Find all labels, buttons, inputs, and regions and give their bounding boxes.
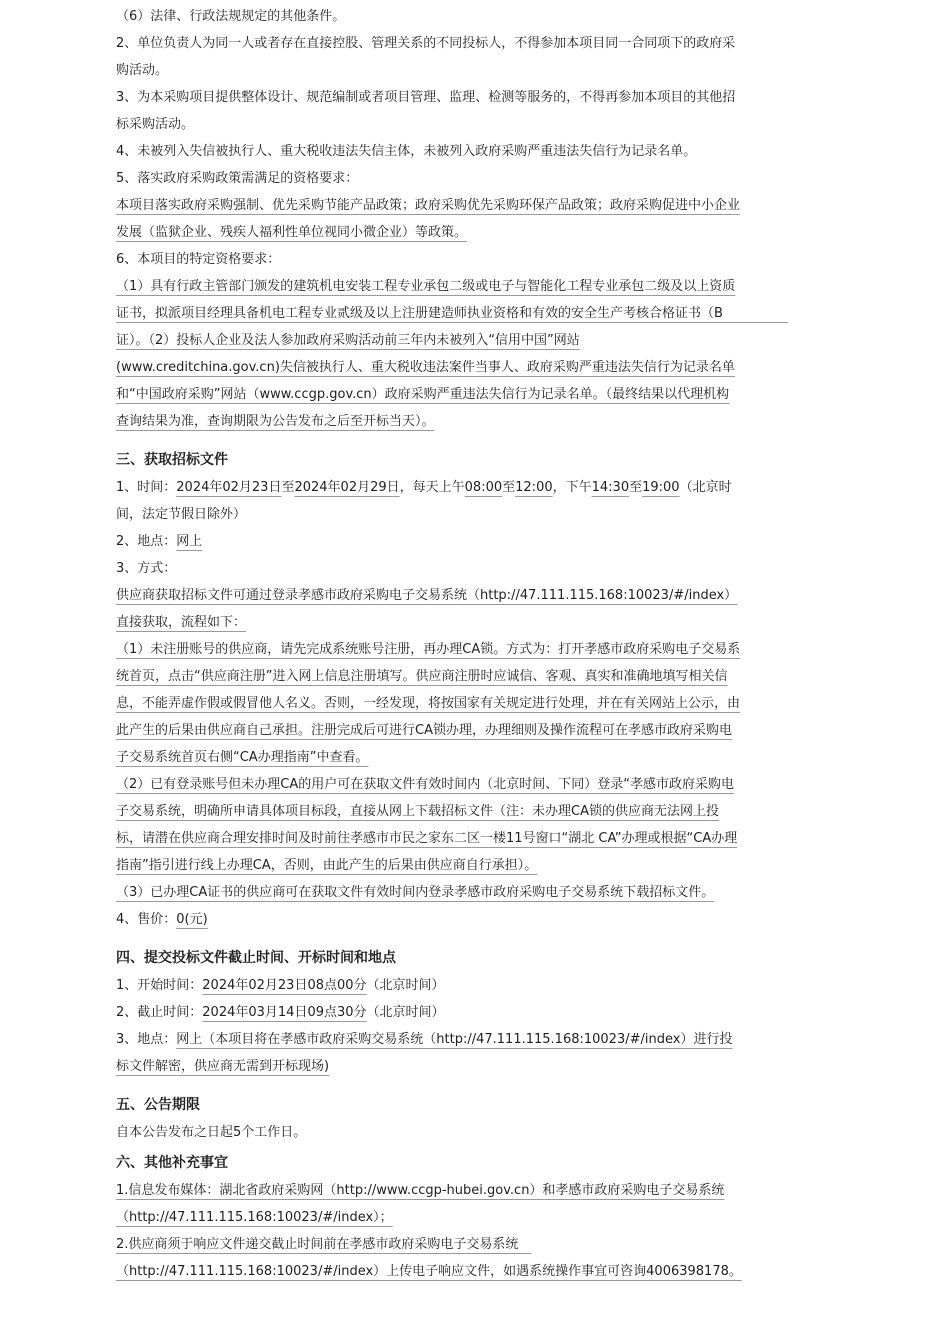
section-3-heading: 三、获取招标文件 xyxy=(116,452,228,468)
method-step-3: （3）已办理CA证书的供应商可在获取文件有效时间内登录孝感市政府采购电子交易系统下载招标文件。 xyxy=(116,885,715,900)
deadline-value: 2024年03月14日09点30分 xyxy=(202,1005,367,1020)
specific-requirement-label: 6、本项目的特定资格要求： xyxy=(116,252,281,267)
law-condition: （6）法律、行政法规规定的其他条件。 xyxy=(116,9,346,24)
method-step-2: （2）已有登录账号但未办理CA的用户可在获取文件有效时间内（北京时间、下同）登录“孝感市政府采购电子交易系统，明确所申请具体项目标段，直接从网上下载招标文件（注：未办理CA锁的供应商无法网上投标，请潜在供应商合理安排时间及时前往孝感市市民之家东二区一楼11号窗口“湖北 CA”办理或根据“CA办理指南”指引进行线上办理CA，否则，由此产生的后果由供应商自行承担）。 xyxy=(116,777,738,873)
design-service-exclusion-rule: 3、为本采购项目提供整体设计、规范编制或者项目管理、监理、检测等服务的，不得再参加本项目的其他招标采购活动。 xyxy=(116,90,736,132)
place-value: 网上 xyxy=(176,534,203,549)
credit-record-rule: 4、未被列入失信被执行人、重大税收违法失信主体，未被列入政府采购严重违法失信行为记录名单。 xyxy=(116,144,697,159)
announcement-body xyxy=(116,3,788,1285)
am-start: 08:00 xyxy=(464,480,503,495)
policy-requirement-label: 5、落实政府采购政策需满足的资格要求： xyxy=(116,171,359,186)
am-end: 12:00 xyxy=(515,480,553,495)
supplement-item-2: 2.供应商须于响应文件递交截止时间前在孝感市政府采购电子交易系统 （http://47.111.115.168:10023/#/index）上传电子响应文件，如遇系统操作事宜可咨询4006398178。 xyxy=(116,1237,742,1279)
method-step-1: （1）未注册账号的供应商，请先完成系统账号注册，再办理CA锁。方式为：打开孝感市政府采购电子交易系统首页，点击“供应商注册”进入网上信息注册填写。供应商注册时应诚信、客观、真实和准确地填写相关信息，不能弄虚作假或假冒他人名义。否则，一经发现，将按国家有关规定进行处理，并在有关网站上公示，由此产生的后果由供应商自己承担。注册完成后可进行CA锁办理，办理细则及操作流程可在孝感市政府采购电子交易系统首页右侧“CA办理指南”中查看。 xyxy=(116,642,741,765)
pm-end: 19:00 xyxy=(642,480,680,495)
start-label: 1、开始时间： xyxy=(116,978,203,993)
document-price xyxy=(116,906,742,933)
price-value: 0(元) xyxy=(176,912,208,927)
section-4-heading: 四、提交投标文件截止时间、开标时间和地点 xyxy=(116,950,396,966)
section-6-heading: 六、其他补充事宜 xyxy=(116,1155,228,1171)
start-value: 2024年02月23日08点00分 xyxy=(202,978,367,993)
price-label: 4、售价： xyxy=(116,912,177,927)
submission-start-time xyxy=(116,972,742,999)
pm-start: 14:30 xyxy=(591,480,630,495)
deadline-label: 2、截止时间： xyxy=(116,1005,203,1020)
time-to-2: 至 xyxy=(502,480,516,495)
time-to-3: 至 xyxy=(629,480,643,495)
document-acquisition-place xyxy=(116,528,742,555)
same-responsible-person-rule: 2、单位负责人为同一人或者存在直接控股、管理关系的不同投标人，不得参加本项目同一合同项下的政府采购活动。 xyxy=(116,36,736,78)
pm-label: ，下午 xyxy=(552,480,592,495)
specific-requirement-value: （1）具有行政主管部门颁发的建筑机电安装工程专业承包二级或电子与智能化工程专业承包二级及以上资质证书，拟派项目经理具备机电工程专业贰级及以上注册建造师执业资格和有效的安全生产考核合格证书（B 证）。（2）投标人企业及法人参加政府采购活动前三年内未被列入“信用中国”网站(www.creditchina.gov.cn)失信被执行人、重大税收违法案件当事人、政府采购严重违法失信行为记录名单和“中国政府采购”网站（www.ccgp.gov.cn）政府采购严重违法失信行为记录名单。（最终结果以代理机构查询结果为准，查询期限为公告发布之后至开标当天）。 xyxy=(116,279,788,429)
deadline-note: （北京时间） xyxy=(366,1005,445,1020)
time-daily: ，每天上午 xyxy=(399,480,465,495)
submission-deadline xyxy=(116,999,742,1026)
time-label: 1、时间： xyxy=(116,480,177,495)
opening-place-label: 3、地点： xyxy=(116,1032,177,1047)
method-intro: 供应商获取招标文件可通过登录孝感市政府采购电子交易系统（http://47.111.115.168:10023/#/index）直接获取，流程如下： xyxy=(116,588,738,630)
time-end: 2024年02月29日 xyxy=(294,480,400,495)
supplement-item-1: 1.信息发布媒体：湖北省政府采购网（http://www.ccgp-hubei.gov.cn）和孝感市政府采购电子交易系统（http://47.111.115.168:10023/#/index）； xyxy=(116,1183,725,1225)
time-start: 2024年02月23日 xyxy=(176,480,282,495)
method-label: 3、方式： xyxy=(116,561,177,576)
time-note: （北京时间，法定节假日除外） xyxy=(116,480,732,522)
document-acquisition-time xyxy=(116,474,742,528)
policy-requirement-value: 本项目落实政府采购强制、优先采购节能产品政策；政府采购优先采购环保产品政策；政府采购促进中小企业发展（监狱企业、残疾人福利性单位视同小微企业）等政策。 xyxy=(116,198,741,240)
time-to-1: 至 xyxy=(281,480,295,495)
start-note: （北京时间） xyxy=(366,978,445,993)
opening-place xyxy=(116,1026,742,1080)
opening-place-value: 网上（本项目将在孝感市政府采购交易系统（http://47.111.115.168:10023/#/index）进行投标文件解密，供应商无需到开标现场) xyxy=(116,1032,733,1074)
place-label: 2、地点： xyxy=(116,534,177,549)
announcement-period: 自本公告发布之日起5个工作日。 xyxy=(116,1125,307,1140)
section-5-heading: 五、公告期限 xyxy=(116,1097,200,1113)
